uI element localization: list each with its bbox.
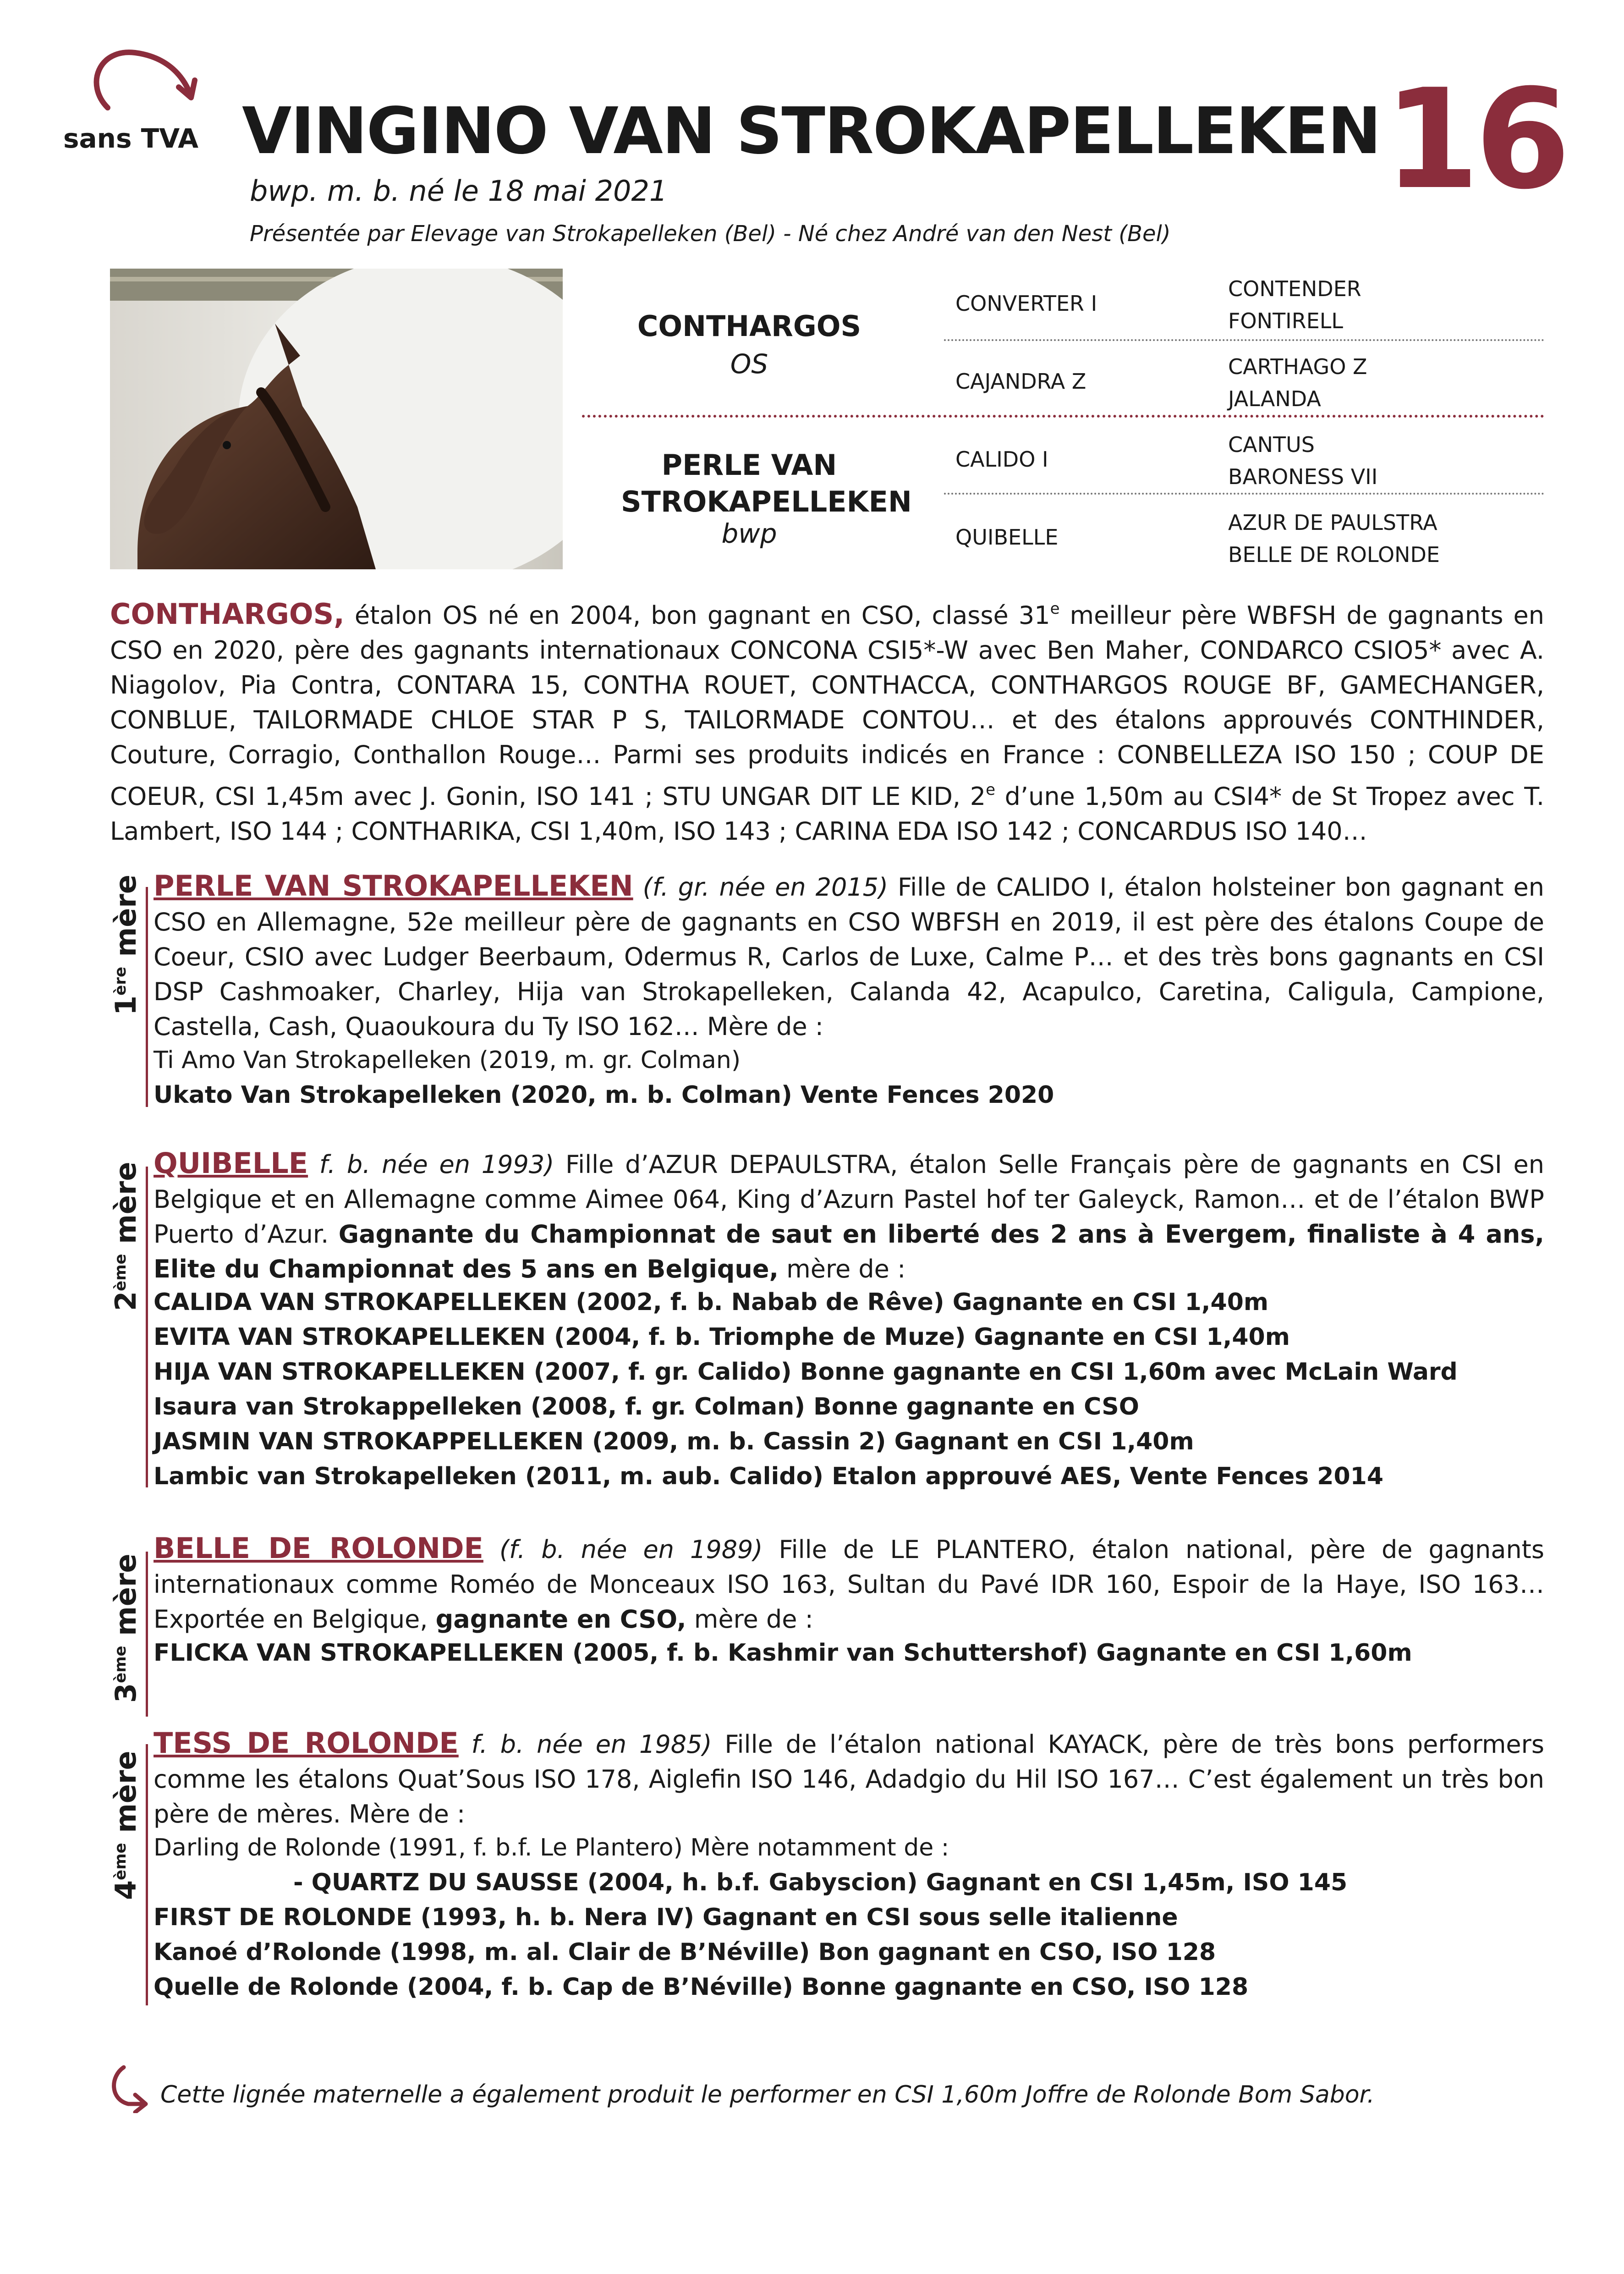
mere4-offspring: Darling de Rolonde (1991, f. b.f. Le Plantero) Mère notamment de : — [154, 1834, 949, 1861]
mere2-offspring: HIJA VAN STROKAPELLEKEN (2007, f. gr. Calido) Bonne gagnante en CSI 1,60m avec McLain Ward — [154, 1358, 1458, 1386]
pedigree-divider-bottom — [944, 493, 1544, 495]
sire-description-body-b: meilleur père WBFSH de gagnants en CSO en 2020, père des gagnants internationaux CONCONA CSI5*-W avec Ben Maher, CONDARCO CSIO5* avec A. Niagolov, Pia Contra, CONTARA 15, CONTHA ROUET, CONTHACCA, CONTHARGOS ROUGE BF, GAMECHANGER, CONBLUE, TAILORMADE CHLOE STAR P S, TAILORMADE CONTOU… et des étalons approuvés CONTHINDER, Couture, Corragio, Conthallon Rouge… Parmi ses produits indicés en France : CONBELLEZA ISO 150 ; COUP DE COEUR, CSI 1,45m avec J. Gonin, ISO 141 ; STU UNGAR DIT LE KID, 2 — [110, 601, 1544, 811]
pedigree-great-grandparent: BELLE DE ROLONDE — [1228, 542, 1440, 567]
pedigree-grandparent: CAJANDRA Z — [955, 369, 1086, 394]
curved-arrow-icon — [80, 44, 199, 117]
mere1-body: Fille de CALIDO I, étalon holsteiner bon gagnant en CSO en Allemagne, 52e meilleur père de gagnants en CSO WBFSH en 2019, il est père des étalons Coupe de Coeur, CSIO avec Ludger Beerbaum, Odermus R, Carlos de Luxe, Calme P… et des très bons gagnants en CSI DSP Cashmoaker, Charley, Hija van Strokapelleken, Calanda 42, Acapulco, Caretina, Caligula, Campione, Castella, Cash, Quaoukoura du Ty ISO 162… Mère de : — [154, 873, 1544, 1041]
presented-by: Présentée par Elevage van Strokapelleken (Bel) - Né chez André van den Nest (Bel) — [250, 221, 1171, 247]
pedigree-sire-studbook: OS — [730, 348, 768, 380]
mere4-offspring: Quelle de Rolonde (2004, f. b. Cap de B’Néville) Bonne gagnante en CSO, ISO 128 — [154, 1973, 1249, 2001]
mere3-body: Fille de LE PLANTERO, étalon national, père de gagnants internationaux comme Roméo de Monceaux ISO 163, Sultan du Pavé IDR 160, Espoir de la Haye, ISO 163… Exportée en Belgique, — [154, 1535, 1544, 1634]
horse-subtitle: bwp. m. b. né le 18 mai 2021 — [250, 174, 668, 208]
foal-photo — [110, 269, 563, 569]
pedigree-great-grandparent: FONTIRELL — [1228, 308, 1344, 333]
mere2-offspring: JASMIN VAN STROKAPPELLEKEN (2009, m. b. Cassin 2) Gagnant en CSI 1,40m — [154, 1428, 1194, 1455]
mere4-offspring: - QUARTZ DU SAUSSE (2004, h. b.f. Gabyscion) Gagnant en CSI 1,45m, ISO 145 — [293, 1869, 1348, 1896]
mere3-name: BELLE DE ROLONDE — [154, 1531, 483, 1565]
mere-bar-2 — [146, 1167, 148, 1487]
footer-note: Cette lignée maternelle a également produit le performer en CSI 1,60m Joffre de Rolonde Bom Sabor. — [160, 2081, 1375, 2109]
sire-description-sup2: e — [986, 781, 995, 799]
hook-arrow-icon — [105, 2063, 151, 2113]
pedigree-dam-name-line2: STROKAPELLEKEN — [621, 485, 912, 518]
pedigree-great-grandparent: CANTUS — [1228, 432, 1315, 457]
mere1-offspring: Ukato Van Strokapelleken (2020, m. b. Colman) Vente Fences 2020 — [154, 1081, 1054, 1109]
mere3-body-end: mère de : — [686, 1605, 813, 1634]
mere4-body: Fille de l’étalon national KAYACK, père de très bons performers comme les étalons Quat’Sous ISO 178, Aiglefin ISO 146, Adadgio du Hil ISO 167… C’est également un très bon père de mères. Mère de : — [154, 1730, 1544, 1828]
mere-bar-1 — [146, 887, 148, 1107]
pedigree-great-grandparent: AZUR DE PAULSTRA — [1228, 510, 1437, 535]
pedigree-divider-top — [944, 339, 1544, 341]
mere3-description — [154, 1531, 1544, 1637]
mere3-offspring: FLICKA VAN STROKAPELLEKEN (2005, f. b. Kashmir van Schuttershof) Gagnante en CSI 1,60m — [154, 1639, 1412, 1667]
mere-label-3: 3ème mère — [109, 1553, 143, 1703]
mere1-offspring: Ti Amo Van Strokapelleken (2019, m. gr. Colman) — [154, 1046, 741, 1074]
mere-label-4: 4ème mère — [109, 1751, 143, 1900]
tax-label: sans TVA — [63, 123, 199, 154]
pedigree-great-grandparents-3 — [1228, 429, 1377, 493]
mere4-description — [154, 1726, 1544, 1832]
pedigree-great-grandparents-4 — [1228, 507, 1440, 571]
mere2-body: Fille d’AZUR DEPAULSTRA, étalon Selle Français père de gagnants en CSI en Belgique et en Allemagne comme Aimee 064, King d’Azurn Pastel hof ter Galeyck, Ramon… et de l’étalon BWP Puerto d’Azur. — [154, 1150, 1544, 1249]
sire-description-lead: CONTHARGOS, — [110, 597, 345, 631]
lot-number: 16 — [1384, 60, 1566, 220]
mere2-offspring: Isaura van Strokappelleken (2008, f. gr. Colman) Bonne gagnante en CSO — [154, 1393, 1139, 1421]
pedigree-main-divider — [582, 415, 1544, 418]
mere2-description — [154, 1146, 1544, 1287]
mere2-offspring: CALIDA VAN STROKAPELLEKEN (2002, f. b. Nabab de Rêve) Gagnante en CSI 1,40m — [154, 1288, 1269, 1316]
sire-description-sup: e — [1050, 600, 1060, 618]
pedigree-sire-name: CONTHARGOS — [637, 309, 861, 343]
mere-label-1: 1ère mère — [109, 875, 143, 1015]
sire-description — [110, 591, 1544, 849]
mere4-info: f. b. née en 1985) — [458, 1730, 712, 1759]
mere2-offspring: Lambic van Strokapelleken (2011, m. aub. Calido) Etalon approuvé AES, Vente Fences 2014 — [154, 1463, 1384, 1490]
mere1-description — [154, 869, 1544, 1044]
sire-description-body-c: d’une 1,50m au CSI4* de St Tropez avec T. Lambert, ISO 144 ; CONTHARIKA, CSI 1,40m, ISO 143 ; CARINA EDA ISO 142 ; CONCARDUS ISO 140… — [110, 782, 1544, 846]
pedigree-grandparent: CONVERTER I — [955, 291, 1097, 316]
mere2-offspring: EVITA VAN STROKAPELLEKEN (2004, f. b. Triomphe de Muze) Gagnante en CSI 1,40m — [154, 1323, 1290, 1351]
mere3-body-bold: gagnante en CSO, — [435, 1605, 686, 1634]
pedigree-great-grandparent: BARONESS VII — [1228, 464, 1378, 489]
pedigree-great-grandparent: JALANDA — [1228, 386, 1321, 411]
mere-bar-3 — [146, 1552, 148, 1717]
mere2-name: QUIBELLE — [154, 1146, 308, 1180]
pedigree-great-grandparents-2 — [1228, 351, 1367, 415]
mere4-offspring: Kanoé d’Rolonde (1998, m. al. Clair de B’Néville) Bon gagnant en CSO, ISO 128 — [154, 1938, 1216, 1966]
pedigree-grandparent: QUIBELLE — [955, 525, 1059, 550]
pedigree-great-grandparents-1 — [1228, 273, 1361, 337]
mere1-name: PERLE VAN STROKAPELLEKEN — [154, 869, 633, 903]
sire-description-body-a: étalon OS né en 2004, bon gagnant en CSO, classé 31 — [344, 601, 1050, 630]
horse-name-title: VINGINO VAN STROKAPELLEKEN — [242, 94, 1381, 169]
mere2-body-bold: Gagnante du Championnat de saut en liberté des 2 ans à Evergem, finaliste à 4 ans, Elite du Championnat des 5 ans en Belgique, — [154, 1220, 1544, 1283]
pedigree-dam-name — [621, 447, 912, 520]
pedigree-dam-studbook: bwp — [721, 518, 777, 549]
mere-bar-4 — [146, 1744, 148, 2005]
pedigree-grandparent: CALIDO I — [955, 447, 1048, 472]
mere3-info: (f. b. née en 1989) — [483, 1535, 763, 1564]
mere4-offspring: FIRST DE ROLONDE (1993, h. b. Nera IV) Gagnant en CSI sous selle italienne — [154, 1904, 1178, 1931]
mere-label-2: 2ème mère — [109, 1162, 143, 1311]
mere4-name: TESS DE ROLONDE — [154, 1726, 459, 1760]
pedigree-dam-name-line1: PERLE VAN — [661, 448, 837, 482]
mere2-body-end: mère de : — [779, 1255, 906, 1283]
mere1-info: (f. gr. née en 2015) — [633, 873, 889, 902]
mere2-info: f. b. née en 1993) — [308, 1150, 554, 1179]
pedigree-great-grandparent: CONTENDER — [1228, 276, 1361, 301]
pedigree-great-grandparent: CARTHAGO Z — [1228, 354, 1367, 379]
